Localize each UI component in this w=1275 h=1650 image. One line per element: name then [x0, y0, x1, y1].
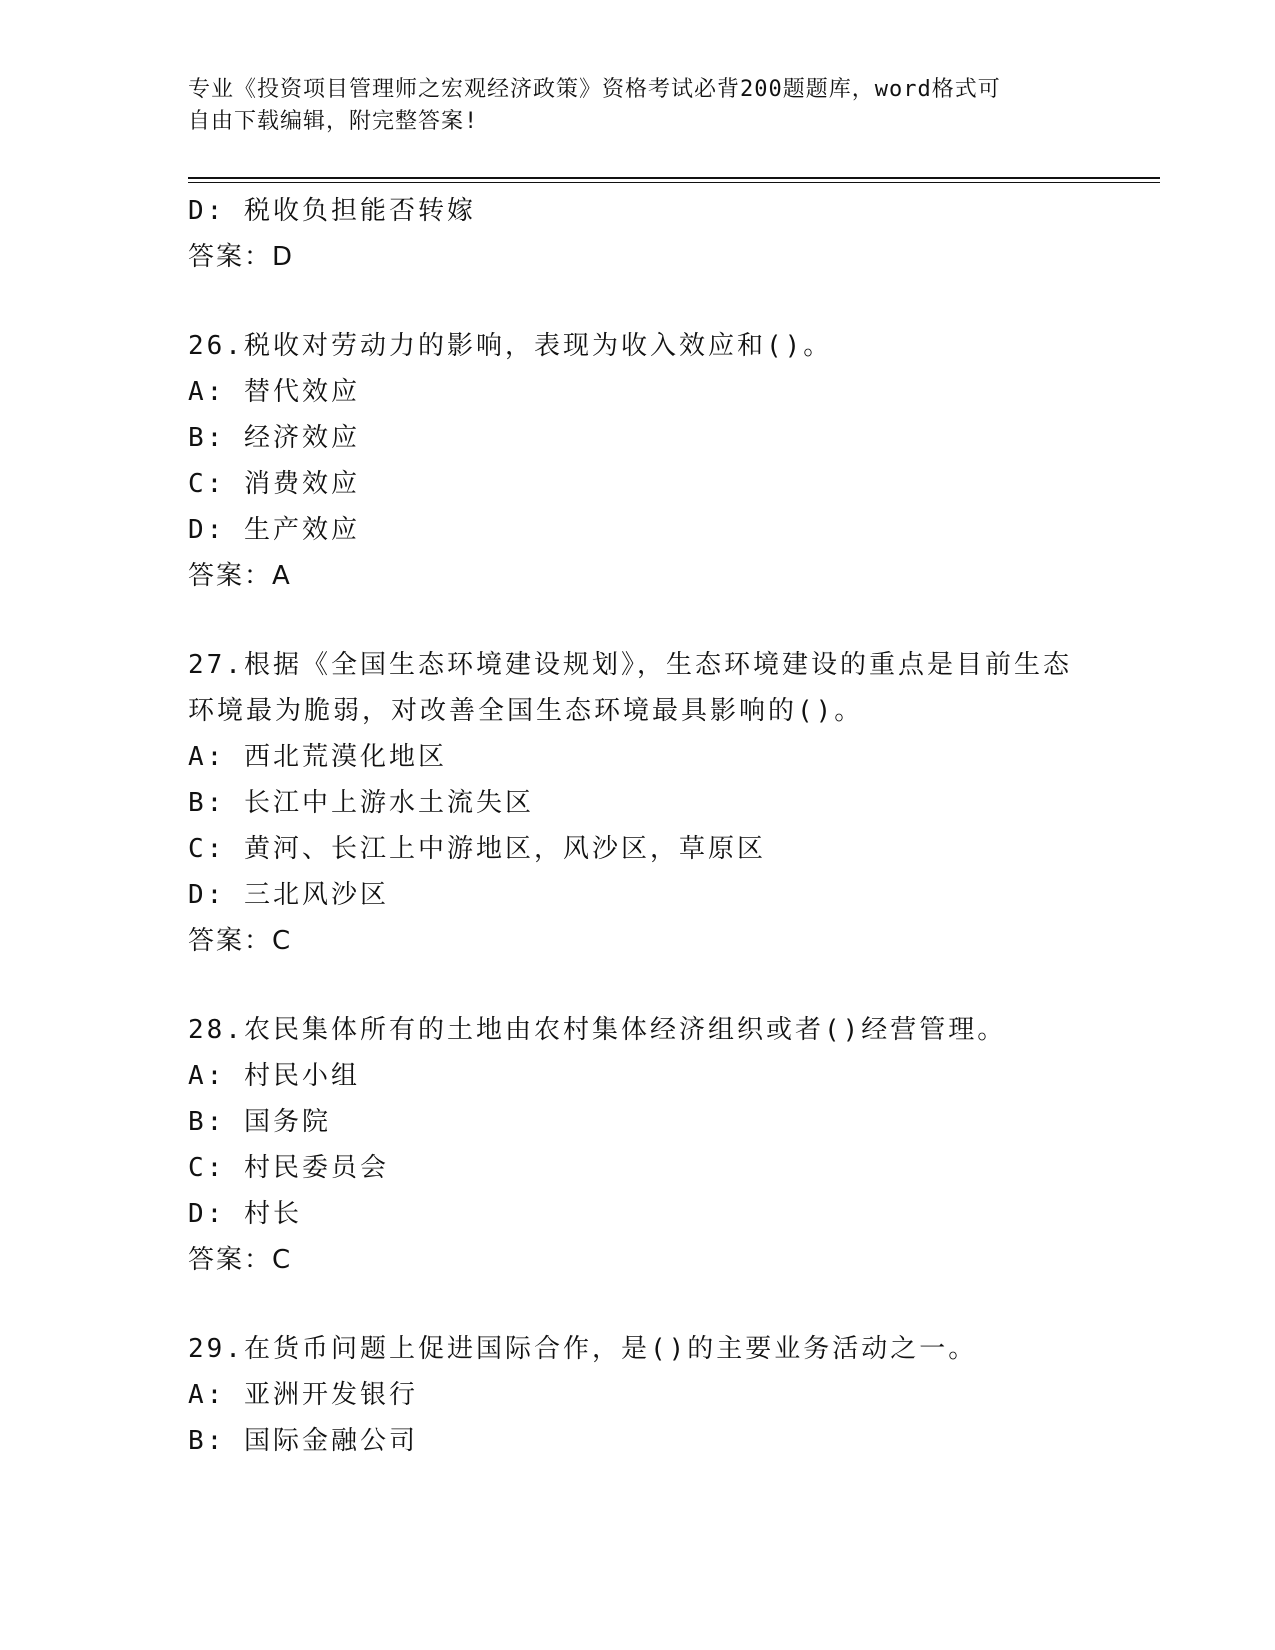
header-divider-thin — [188, 182, 1160, 183]
answer: 答案：A — [188, 561, 292, 591]
header-divider-thick — [188, 177, 1160, 179]
option-d: D: 生产效应 — [188, 515, 360, 545]
option-d: D: 村长 — [188, 1199, 302, 1229]
option-c: C: 村民委员会 — [188, 1153, 389, 1183]
answer: 答案：C — [188, 1245, 293, 1275]
question-26 — [188, 323, 1088, 599]
option-b: B: 国务院 — [188, 1107, 331, 1137]
question-stem: 28.农民集体所有的土地由农村集体经济组织或者()经营管理。 — [188, 1015, 1007, 1045]
option-c: C: 消费效应 — [188, 469, 360, 499]
option-b: B: 国际金融公司 — [188, 1426, 418, 1456]
header-line-2: 自由下载编辑，附完整答案! — [188, 109, 479, 134]
question-stem-line-1: 27.根据《全国生态环境建设规划》，生态环境建设的重点是目前生态 — [188, 650, 1072, 680]
question-list — [188, 188, 1088, 1464]
prev-answer: 答案：D — [188, 242, 295, 272]
question-28 — [188, 1007, 1088, 1283]
question-stem-line-2: 环境最为脆弱，对改善全国生态环境最具影响的()。 — [188, 696, 864, 726]
option-d: D: 三北风沙区 — [188, 880, 389, 910]
question-stem: 29.在货币问题上促进国际合作，是()的主要业务活动之一。 — [188, 1334, 978, 1364]
option-a: A: 亚洲开发银行 — [188, 1380, 418, 1410]
question-29 — [188, 1326, 1088, 1464]
option-a: A: 替代效应 — [188, 377, 360, 407]
option-a: A: 西北荒漠化地区 — [188, 742, 447, 772]
option-b: B: 经济效应 — [188, 423, 360, 453]
question-27 — [188, 642, 1088, 964]
document-header — [188, 74, 1068, 138]
option-b: B: 长江中上游水土流失区 — [188, 788, 534, 818]
prev-option-d: D: 税收负担能否转嫁 — [188, 196, 476, 226]
header-line-1: 专业《投资项目管理师之宏观经济政策》资格考试必背200题题库，word格式可 — [188, 77, 1001, 102]
answer: 答案：C — [188, 926, 293, 956]
question-stem: 26.税收对劳动力的影响，表现为收入效应和()。 — [188, 331, 833, 361]
option-c: C: 黄河、长江上中游地区，风沙区，草原区 — [188, 834, 766, 864]
option-a: A: 村民小组 — [188, 1061, 360, 1091]
